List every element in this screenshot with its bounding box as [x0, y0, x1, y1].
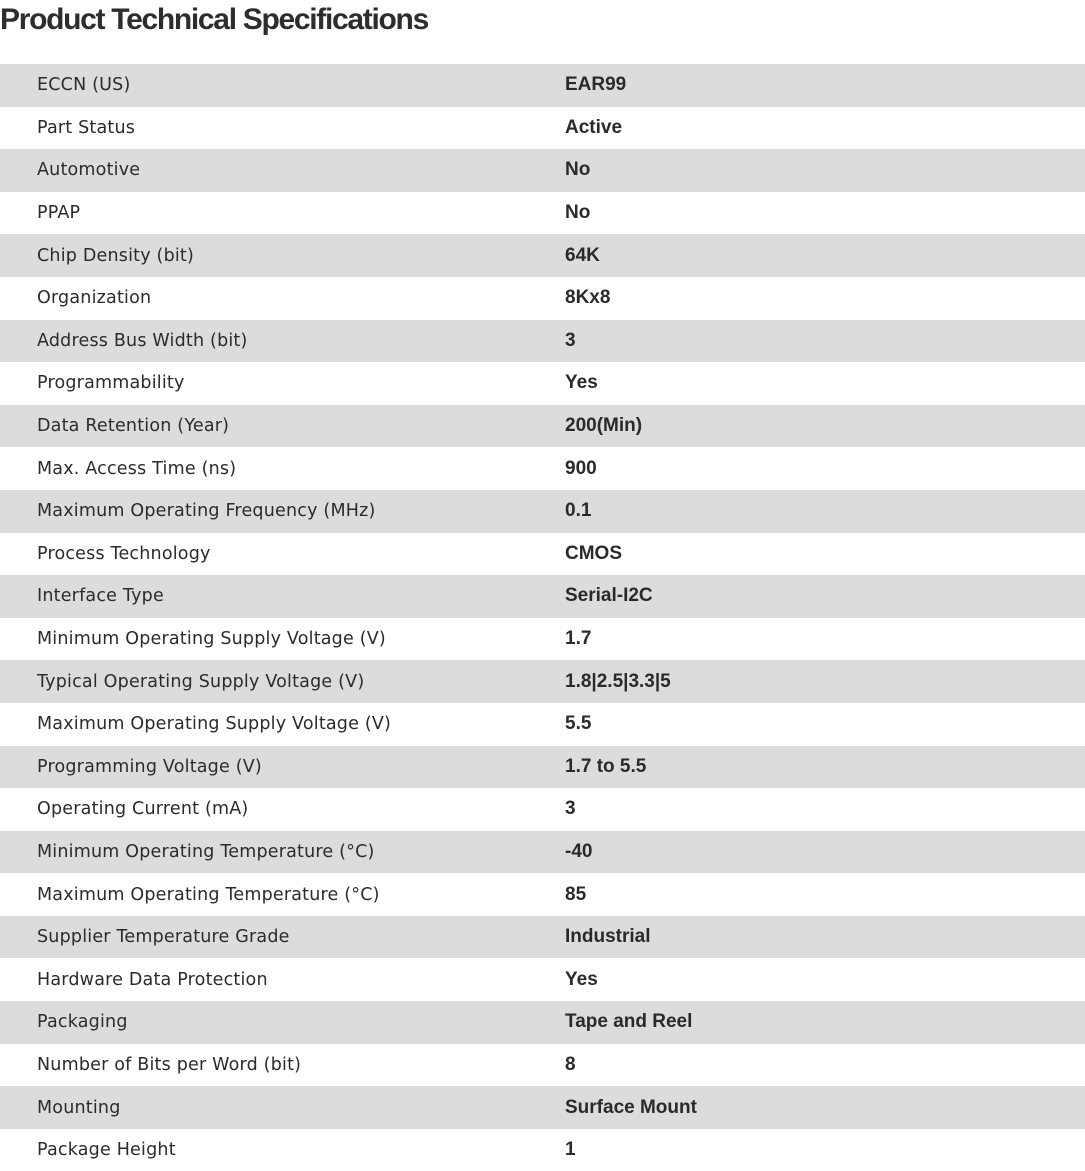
spec-value: 1.7 to 5.5	[565, 755, 647, 777]
spec-value: Industrial	[565, 926, 651, 948]
page-title: Product Technical Specifications	[0, 3, 428, 36]
table-row	[0, 107, 1085, 150]
spec-label: Supplier Temperature Grade	[37, 927, 290, 948]
table-row	[0, 533, 1085, 576]
spec-label: Hardware Data Protection	[37, 969, 268, 990]
spec-label: ECCN (US)	[37, 75, 131, 96]
spec-value: 200(Min)	[565, 415, 643, 437]
spec-value: 1.7	[565, 628, 592, 650]
table-row	[0, 447, 1085, 490]
spec-value: Active	[565, 116, 623, 138]
spec-label: Interface Type	[37, 586, 164, 607]
spec-label: Packaging	[37, 1012, 128, 1033]
spec-label: Automotive	[37, 160, 141, 181]
spec-value: 8	[565, 1053, 576, 1075]
spec-label: Address Bus Width (bit)	[37, 330, 248, 351]
table-row	[0, 149, 1085, 192]
table-row	[0, 618, 1085, 661]
table-row	[0, 958, 1085, 1001]
spec-label: Mounting	[37, 1097, 121, 1118]
table-row	[0, 916, 1085, 959]
spec-label: Organization	[37, 288, 152, 309]
spec-value: 900	[565, 457, 597, 479]
spec-value: 0.1	[565, 500, 592, 522]
table-row	[0, 660, 1085, 703]
table-row	[0, 405, 1085, 448]
table-row	[0, 192, 1085, 235]
spec-value: EAR99	[565, 74, 627, 96]
table-row	[0, 575, 1085, 618]
spec-value: No	[565, 159, 591, 181]
spec-value: 5.5	[565, 713, 592, 735]
table-row	[0, 1001, 1085, 1044]
table-row	[0, 64, 1085, 107]
spec-label: Programmability	[37, 373, 185, 394]
spec-label: Chip Density (bit)	[37, 245, 195, 266]
spec-value: 3	[565, 798, 576, 820]
spec-label: Number of Bits per Word (bit)	[37, 1054, 302, 1075]
table-row	[0, 873, 1085, 916]
spec-label: Programming Voltage (V)	[37, 756, 262, 777]
spec-label: Maximum Operating Frequency (MHz)	[37, 501, 376, 522]
spec-value: 1.8|2.5|3.3|5	[565, 670, 671, 692]
table-row	[0, 1044, 1085, 1087]
table-row	[0, 703, 1085, 746]
spec-value: 85	[565, 883, 587, 905]
table-row	[0, 746, 1085, 789]
spec-value: 8Kx8	[565, 287, 611, 309]
table-row	[0, 277, 1085, 320]
table-row	[0, 490, 1085, 533]
spec-value: 3	[565, 329, 576, 351]
spec-label: Maximum Operating Temperature (°C)	[37, 884, 380, 905]
table-row	[0, 1129, 1085, 1171]
spec-label: Package Height	[37, 1140, 176, 1161]
spec-value: Yes	[565, 968, 598, 990]
spec-value: CMOS	[565, 542, 622, 564]
spec-label: Data Retention (Year)	[37, 416, 230, 437]
spec-table	[0, 64, 1085, 1171]
spec-label: PPAP	[37, 203, 81, 224]
spec-label: Minimum Operating Supply Voltage (V)	[37, 629, 386, 650]
spec-value: 1	[565, 1139, 576, 1161]
spec-label: Process Technology	[37, 543, 211, 564]
spec-value: Surface Mount	[565, 1096, 697, 1118]
table-row	[0, 320, 1085, 363]
spec-label: Minimum Operating Temperature (°C)	[37, 841, 375, 862]
spec-label: Max. Access Time (ns)	[37, 458, 237, 479]
table-row	[0, 234, 1085, 277]
spec-label: Typical Operating Supply Voltage (V)	[37, 671, 365, 692]
table-row	[0, 362, 1085, 405]
spec-value: Yes	[565, 372, 598, 394]
spec-value: Tape and Reel	[565, 1011, 693, 1033]
spec-label: Operating Current (mA)	[37, 799, 249, 820]
spec-value: -40	[565, 840, 593, 862]
spec-label: Part Status	[37, 117, 136, 138]
table-row	[0, 1086, 1085, 1129]
table-row	[0, 831, 1085, 874]
spec-value: No	[565, 202, 591, 224]
spec-value: Serial-I2C	[565, 585, 653, 607]
spec-value: 64K	[565, 244, 600, 266]
table-row	[0, 788, 1085, 831]
spec-label: Maximum Operating Supply Voltage (V)	[37, 714, 392, 735]
